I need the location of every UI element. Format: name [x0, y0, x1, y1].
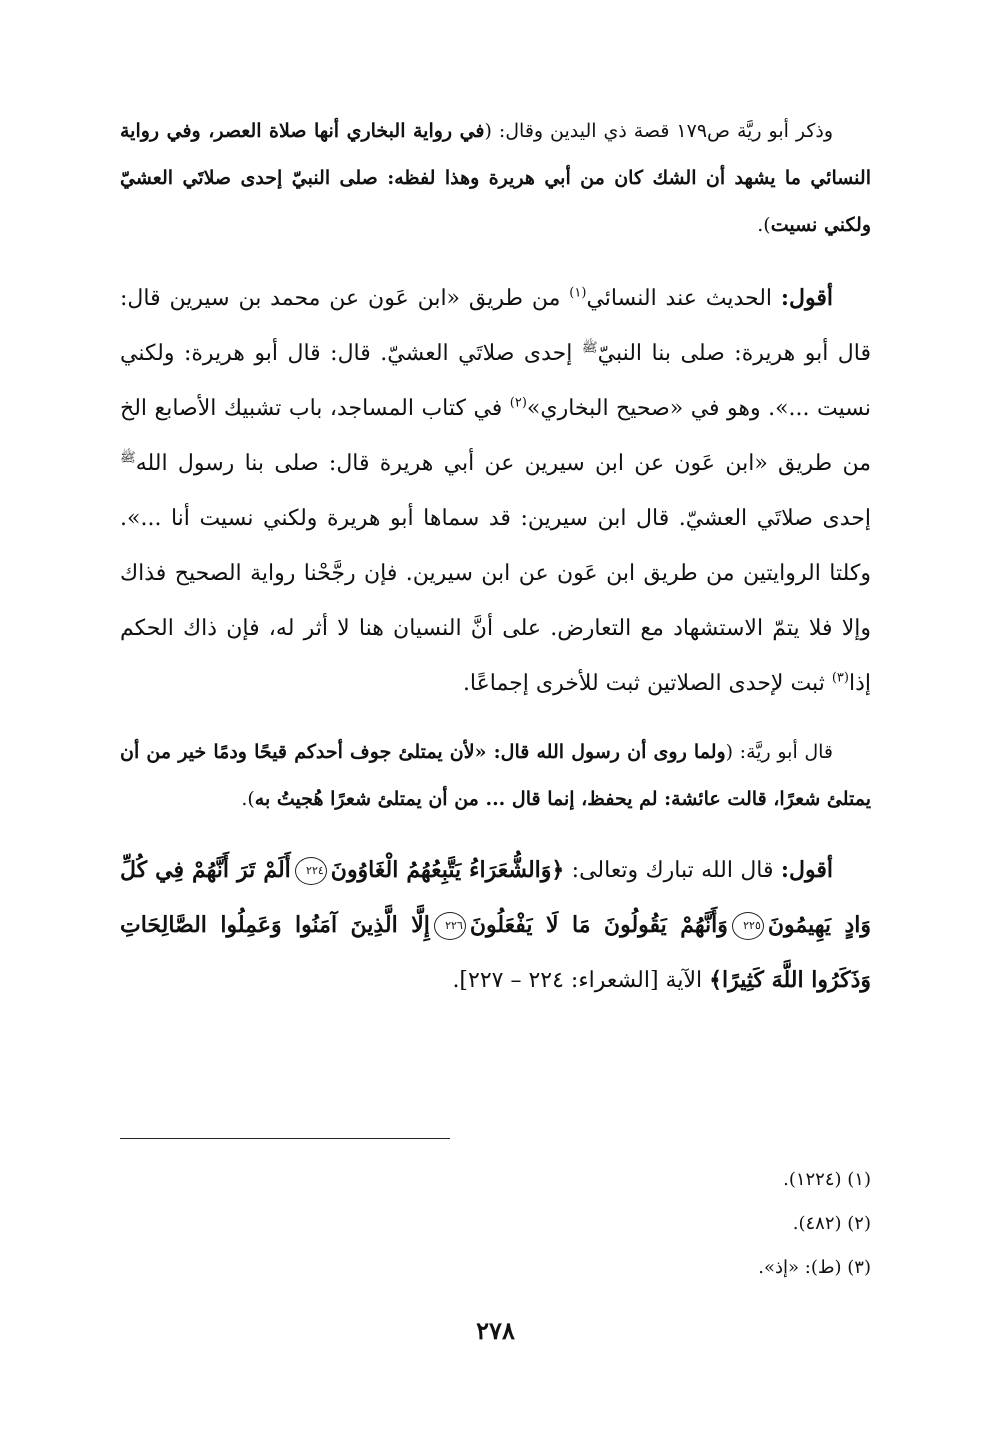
paragraph-abu-rayyah-quote-1 — [120, 108, 871, 249]
quote-intro: وذكر أبو ريَّة ص١٧٩ قصة ذي اليدين وقال: ( — [484, 120, 833, 142]
aqulu-label: أقول: — [780, 285, 834, 311]
main-text — [120, 108, 871, 1008]
text-segment: إحدى صلاتَي العشيّ. قال ابن سيرين: قد سماها أبو هريرة ولكني نسيت أنا ...». وكلتا الروايتين من طريق ابن عَون عن ابن سيرين. فإن رجَّحْنا رواية الصحيح فذاك وإلا فلا يتمّ الاستشهاد مع التعارض. على أنَّ النسيان هنا لا أثر له، فإن ذاك الحكم إذا — [120, 506, 871, 696]
footnote-ref-2[interactable]: (٢) — [509, 395, 527, 411]
quote-close: ). — [757, 214, 771, 236]
ayah-number-marker: ٢٢٥ — [732, 912, 764, 940]
footnote-divider — [120, 1138, 450, 1139]
quran-close-bracket: ﴾ — [709, 967, 723, 993]
footnote-ref-1[interactable]: (١) — [569, 285, 587, 301]
ayah-number-marker: ٢٢٤ — [295, 857, 327, 885]
aqulu-label: أقول: — [780, 857, 833, 883]
footnote-1: (١) (١٢٢٤). — [783, 1169, 871, 1190]
text-segment: الحديث عند النسائي — [586, 286, 781, 311]
quran-verse: وَالشُّعَرَاءُ يَتَّبِعُهُمُ الْغَاوُونَ — [330, 857, 552, 883]
text-segment: من طريق «ابن عَون عن محمد بن سيرين قال: قال أبو هريرة: صلى بنا النبيّ — [120, 286, 872, 366]
paragraph-response-1 — [120, 271, 871, 711]
quote-close: ). — [241, 788, 255, 810]
quoted-text: في رواية البخاري أنها صلاة العصر، وفي رواية النسائي ما يشهد أن الشك كان من أبي هريرة وهذا لفظه: صلى النبيّ إحدى صلاتَي العشيّ ولكني نسيت — [120, 120, 871, 236]
text-segment: الآية [الشعراء: ٢٢٤ – ٢٢٧]. — [452, 968, 710, 993]
ayah-number-marker: ٢٢٦ — [434, 912, 466, 940]
footnote-2: (٢) (٤٨٢). — [792, 1213, 871, 1234]
quran-verse: أَلَمْ تَرَ أَنَّهُمْ فِي كُلِّ وَادٍ يَهِيمُونَ — [120, 857, 872, 938]
footnote-3: (٣) (ط): «إذ». — [758, 1257, 871, 1278]
footnotes — [120, 1158, 871, 1290]
quran-verse: إِلَّا الَّذِينَ آمَنُوا وَعَمِلُوا الصَّالِحَاتِ وَذَكَرُوا اللَّهَ كَثِيرًا — [120, 912, 871, 993]
paragraph-response-2 — [120, 843, 871, 1008]
quran-verse: وَأَنَّهُمْ يَقُولُونَ مَا لَا يَفْعَلُونَ — [469, 912, 728, 938]
text-segment: ثبت لإحدى الصلاتين ثبت للأخرى إجماعًا. — [462, 671, 832, 696]
quran-open-bracket: ﴿ — [551, 857, 565, 883]
text-segment: إحدى صلاتَي العشيّ. قال: قال أبو هريرة: ولكني نسيت ...». وهو في «صحيح البخاري» — [120, 341, 871, 421]
text-segment: قال الله تبارك وتعالى: — [564, 858, 781, 883]
paragraph-abu-rayyah-quote-2 — [120, 729, 871, 823]
salla-symbol: ﷺ — [581, 340, 598, 356]
text-segment: في كتاب المساجد، باب تشبيك الأصابع الخ من طريق «ابن عَون عن ابن سيرين عن أبي هريرة قال: صلى بنا رسول الله — [120, 396, 871, 476]
quote-intro: قال أبو ريَّة: ( — [725, 741, 833, 763]
footnote-ref-3[interactable]: (٣) — [831, 670, 849, 686]
salla-symbol: ﷺ — [120, 450, 136, 466]
page-number: ٢٧٨ — [476, 1316, 515, 1345]
quoted-text: ولما روى أن رسول الله قال: «لأن يمتلئ جوف أحدكم قيحًا ودمًا خير من أن يمتلئ شعرًا، قالت عائشة: لم يحفظ، إنما قال ... من أن يمتلئ شعرًا هُجيتُ به — [120, 741, 871, 810]
